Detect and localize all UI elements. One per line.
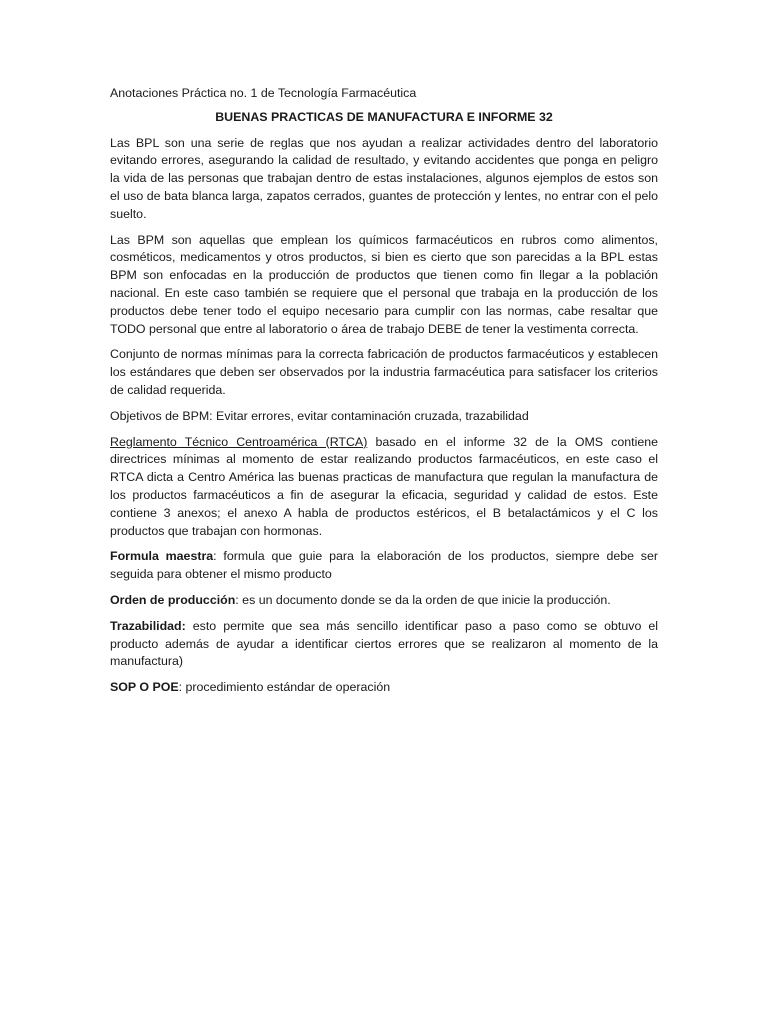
rtca-term: Reglamento Técnico Centroamérica (RTCA)	[110, 434, 368, 449]
definition-sop-poe	[110, 679, 658, 697]
paragraph-bpm: Las BPM son aquellas que emplean los químicos farmacéuticos en rubros como alimentos, cosméticos, medicamentos y otros productos, si bien es cierto que son parecidas a la BPL estas BPM son enfocadas en la producción de productos que tienen como fin llegar a la población nacional. En este caso también se requiere que el personal que trabaja en la producción de los productos debe tener todo el equipo necesario para cumplir con las normas, cabe resaltar que TODO personal que entre al laboratorio o área de trabajo DEBE de tener la vestimenta correcta.	[110, 232, 658, 336]
definition-term: Trazabilidad:	[110, 618, 186, 633]
definition-orden-produccion	[110, 592, 658, 610]
paragraph-bpl: Las BPL son una serie de reglas que nos ayudan a realizar actividades dentro del laboratorio evitando errores, asegurando la calidad de resultado, y evitando accidentes que ponga en peligro la vida de las personas que trabajan dentro de estas instalaciones, algunos ejemplos de estos son el uso de bata blanca larga, zapatos cerrados, guantes de protección y lentes, no entrar con el pelo suelto.	[110, 135, 658, 221]
definition-term: Orden de producción	[110, 592, 236, 607]
definition-term: SOP O POE	[110, 680, 179, 695]
definition-term: Formula maestra	[110, 549, 214, 564]
paragraph-rtca	[110, 434, 658, 541]
document-header: Anotaciones Práctica no. 1 de Tecnología Farmacéutica	[110, 86, 417, 100]
paragraph-conjunto: Conjunto de normas mínimas para la correcta fabricación de productos farmacéuticos y establecen los estándares que deben ser observados por la industria farmacéutica para satisfacer los criterios de calidad requerida.	[110, 347, 658, 397]
document-body	[110, 85, 658, 705]
definition-text: : formula que guie para la elaboración de los productos, siempre debe ser seguida para obtener el mismo producto	[110, 549, 658, 582]
document-title: BUENAS PRACTICAS DE MANUFACTURA E INFORME 32	[215, 109, 553, 124]
definition-trazabilidad	[110, 618, 658, 671]
paragraph-objetivos: Objetivos de BPM: Evitar errores, evitar contaminación cruzada, trazabilidad	[110, 408, 529, 423]
definition-text: : procedimiento estándar de operación	[178, 680, 391, 695]
rtca-text: basado en el informe 32 de la OMS contiene directrices mínimas al momento de estar realizando productos farmacéuticos, en este caso el RTCA dicta a Centro América las buenas practicas de manufactura que regulan la manufactura de los productos farmacéuticos a fin de asegurar la eficacia, seguridad y calidad de estos. Este contiene 3 anexos; el anexo A habla de productos estéricos, el B betalactámicos y el C los productos que trabajan con hormonas.	[110, 434, 658, 538]
definition-formula-maestra	[110, 548, 658, 584]
definition-text: : es un documento donde se da la orden de que inicie la producción.	[235, 592, 611, 607]
definition-text: esto permite que sea más sencillo identificar paso a paso como se obtuvo el producto además de ayudar a identificar ciertos errores que se realizaron al momento de la manufactura)	[110, 618, 658, 669]
